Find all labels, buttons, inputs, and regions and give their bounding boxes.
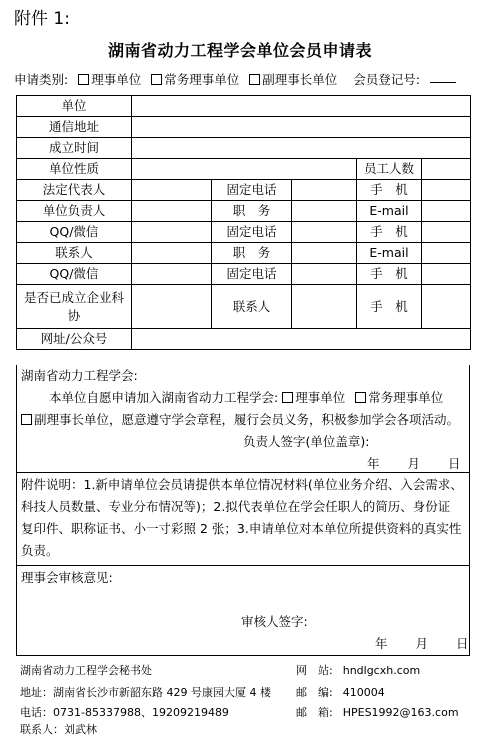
application-table	[16, 95, 471, 350]
footer-org: 湖南省动力工程学会秘书处	[20, 664, 152, 677]
notes-line4: 负责。	[21, 543, 59, 558]
review-section	[16, 566, 470, 656]
review-date	[375, 634, 469, 652]
fixed-phone-label: 固定电话	[212, 264, 292, 285]
mobile-field[interactable]	[422, 285, 471, 329]
email-field[interactable]	[422, 243, 471, 264]
table-row	[17, 201, 471, 222]
unit-head-label: 单位负责人	[17, 201, 132, 222]
footer-contact: 联系人：刘武林	[20, 723, 97, 736]
table-row	[17, 96, 471, 117]
postcode-label: 邮 编:	[296, 686, 333, 699]
fixed-phone-field[interactable]	[292, 264, 357, 285]
year-label: 年	[375, 636, 388, 651]
table-row	[17, 264, 471, 285]
unit-head-field[interactable]	[132, 201, 212, 222]
legal-rep-label: 法定代表人	[17, 180, 132, 201]
fixed-phone-label: 固定电话	[212, 180, 292, 201]
table-row	[17, 180, 471, 201]
qq-wechat-label: QQ/微信	[17, 222, 132, 243]
footer-website	[296, 662, 420, 678]
checkbox-icon[interactable]	[355, 392, 366, 403]
table-row	[17, 329, 471, 350]
category-option-standing[interactable]: 常务理事单位	[151, 70, 239, 88]
footer-phone: 电话：0731-85337988、19209219489	[20, 706, 229, 719]
fixed-phone-label: 固定电话	[212, 222, 292, 243]
table-row	[17, 222, 471, 243]
fixed-phone-field[interactable]	[292, 180, 357, 201]
application-line2	[21, 410, 459, 428]
contact-field[interactable]	[132, 243, 212, 264]
tech-assoc-field[interactable]	[132, 285, 212, 329]
reg-no-label: 会员登记号:	[353, 72, 420, 87]
checkbox-icon[interactable]	[78, 74, 89, 85]
reg-no-field[interactable]	[430, 70, 456, 83]
tech-assoc-label-line2: 协	[67, 307, 81, 323]
employees-field[interactable]	[422, 159, 471, 180]
mobile-field[interactable]	[422, 222, 471, 243]
email-label: 邮 箱:	[296, 706, 333, 719]
fixed-phone-field[interactable]	[292, 222, 357, 243]
checkbox-icon[interactable]	[151, 74, 162, 85]
founded-field[interactable]	[132, 138, 471, 159]
checkbox-icon[interactable]	[249, 74, 260, 85]
notes-line1: 附件说明：1.新申请单位会员请提供本单位情况材料(单位业务介绍、入会需求、	[21, 477, 463, 492]
category-label: 申请类别:	[14, 72, 69, 87]
legal-rep-field[interactable]	[132, 180, 212, 201]
checkbox-icon[interactable]	[282, 392, 293, 403]
table-row	[17, 243, 471, 264]
table-row	[17, 138, 471, 159]
position-field[interactable]	[292, 201, 357, 222]
table-row	[17, 285, 471, 329]
mobile-field[interactable]	[422, 264, 471, 285]
contact-label: 联系人	[17, 243, 132, 264]
month-label: 月	[415, 636, 429, 651]
review-heading: 理事会审核意见:	[21, 570, 113, 585]
day-label: 日	[456, 636, 469, 651]
qq-wechat-field[interactable]	[132, 222, 212, 243]
contact2-field[interactable]	[292, 285, 357, 329]
category-option-director[interactable]: 理事单位	[78, 70, 141, 88]
category-line	[14, 70, 474, 88]
notes-line2: 科技人员数量、专业分布情况等)；2.拟代表单位在学会任职人的简历、身份证	[21, 499, 451, 514]
unit-label: 单位	[17, 96, 132, 117]
website-label: 网 站:	[296, 664, 333, 677]
application-line1	[49, 388, 443, 406]
employees-label: 员工人数	[357, 159, 422, 180]
mobile-field[interactable]	[422, 180, 471, 201]
application-date	[367, 454, 461, 472]
email-field[interactable]	[422, 201, 471, 222]
application-heading: 湖南省动力工程学会:	[21, 368, 138, 383]
mobile-label: 手 机	[357, 222, 422, 243]
tech-assoc-label	[17, 285, 132, 329]
website-link[interactable]: hndlgcxh.com	[342, 664, 421, 677]
website-label: 网址/公众号	[17, 329, 132, 350]
category-option-vice[interactable]: 副理事长单位	[249, 70, 337, 88]
email-link[interactable]: HPES1992@163.com	[342, 706, 459, 719]
notes-section	[16, 473, 470, 566]
footer-email	[296, 704, 459, 720]
tech-assoc-label-line1: 是否已成立企业科	[23, 289, 124, 305]
notes-line3: 复印件、职称证书、小一寸彩照 2 张；3.申请单位对本单位所提供资料的真实性	[21, 521, 462, 536]
footer-postcode	[296, 684, 385, 700]
application-option-standing[interactable]: 常务理事单位	[355, 390, 443, 405]
postcode-value: 410004	[342, 686, 385, 699]
website-field[interactable]	[132, 329, 471, 350]
qq-wechat-label: QQ/微信	[17, 264, 132, 285]
nature-label: 单位性质	[17, 159, 132, 180]
position-field[interactable]	[292, 243, 357, 264]
application-option-vice[interactable]: 副理事长单位，愿意遵守学会章程，履行会员义务，积极参加学会各项活动。	[21, 412, 459, 427]
year-label: 年	[367, 456, 380, 471]
position-label: 职 务	[212, 201, 292, 222]
founded-label: 成立时间	[17, 138, 132, 159]
checkbox-icon[interactable]	[21, 414, 32, 425]
page-title: 湖南省动力工程学会单位会员申请表	[107, 41, 372, 60]
application-signature-label: 负责人签字(单位盖章):	[243, 434, 370, 449]
day-label: 日	[448, 456, 461, 471]
address-label: 通信地址	[17, 117, 132, 138]
month-label: 月	[407, 456, 421, 471]
application-section	[16, 365, 470, 473]
contact2-label: 联系人	[212, 285, 292, 329]
mobile-label: 手 机	[357, 264, 422, 285]
nature-field[interactable]	[132, 159, 357, 180]
mobile-label: 手 机	[357, 285, 422, 329]
email-label: E-mail	[357, 201, 422, 222]
attachment-label: 附件 1:	[14, 9, 70, 29]
table-row	[17, 159, 471, 180]
qq-wechat-field[interactable]	[132, 264, 212, 285]
position-label: 职 务	[212, 243, 292, 264]
application-line1-prefix: 本单位自愿申请加入湖南省动力工程学会:	[49, 390, 279, 405]
address-field[interactable]	[132, 117, 471, 138]
email-label: E-mail	[357, 243, 422, 264]
unit-field[interactable]	[132, 96, 471, 117]
review-signature-label: 审核人签字:	[241, 614, 308, 629]
application-option-director[interactable]: 理事单位	[282, 390, 345, 405]
footer-address: 地址：湖南省长沙市新韶东路 429 号康园大厦 4 楼	[20, 686, 271, 699]
mobile-label: 手 机	[357, 180, 422, 201]
table-row	[17, 117, 471, 138]
